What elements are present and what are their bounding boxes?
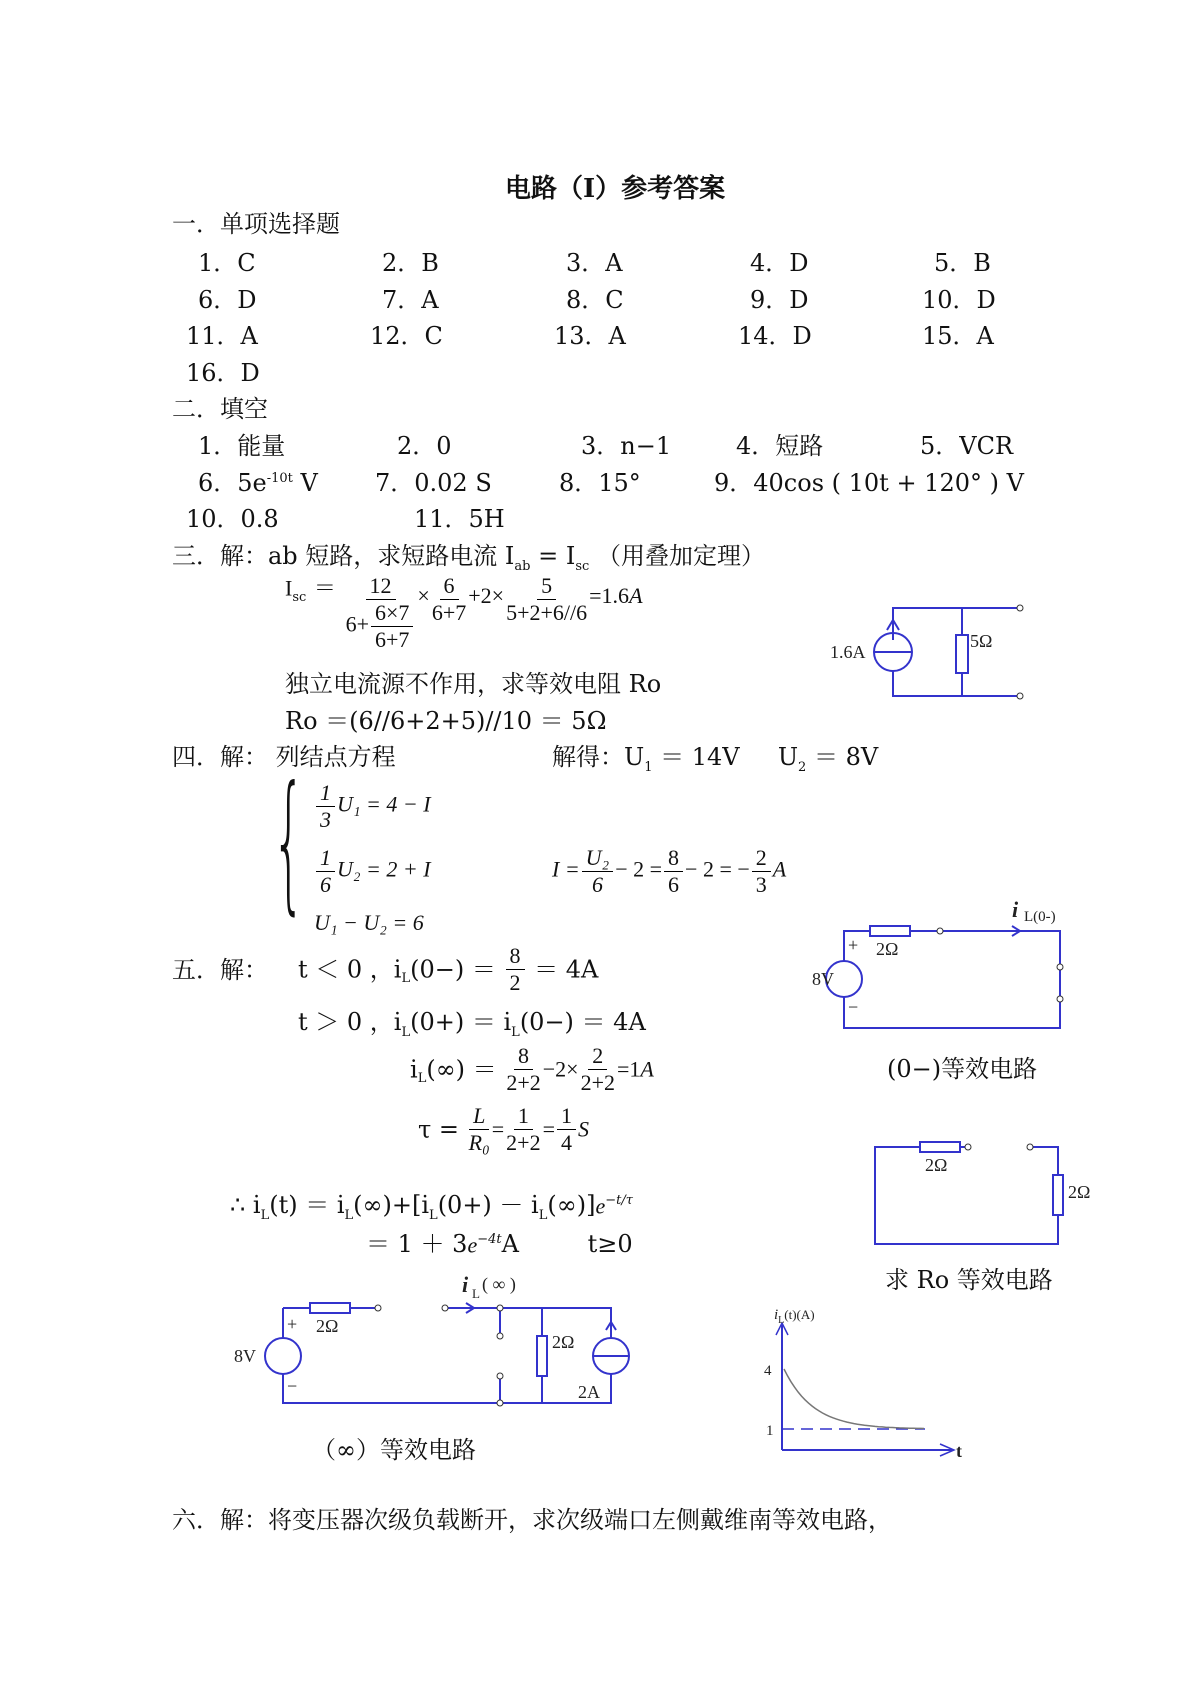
isc-formula: $I_{sc}$ ＝ 12 6+ $\frac{6\times 7}{6+7}$ × $\frac{6}{6+7}$ +2× $\frac{5}{5+2+6//6}$ =1.6A <box>285 573 643 652</box>
svg-text:( ∞ ): ( ∞ ) <box>482 1274 516 1294</box>
choice-answer-2: 2．B <box>382 249 439 277</box>
fill-answer-4: 4．短路 <box>736 432 824 460</box>
svg-text:2Ω: 2Ω <box>876 939 899 959</box>
section-3-heading: 三．解：ab 短路，求短路电流 $I_{ab} = I_{sc}$ （用叠加定理） <box>172 542 765 574</box>
node-eq-2: $\frac{1}{6}$ U₂ = 2 + I <box>314 847 431 896</box>
choice-answer-15: 15．A <box>922 322 994 350</box>
fill-answer-7: 7．0.02 S <box>375 469 492 497</box>
page-title: 电路（Ⅰ）参考答案 <box>505 174 726 204</box>
ro-description: 独立电流源不作用，求等效电阻 Ro <box>285 670 662 698</box>
choice-answer-5: 5．B <box>934 249 991 277</box>
svg-text:i: i <box>1012 897 1019 922</box>
svg-text:8V: 8V <box>234 1346 256 1366</box>
x-axis-label: t <box>956 1441 962 1461</box>
svg-text:2Ω: 2Ω <box>316 1316 339 1336</box>
equation-brace: { <box>272 755 306 929</box>
y-axis-label: $i_L(t)(A)$ <box>774 1307 815 1326</box>
fill-answer-9: 9．40cos ( 10t + 120° ) V <box>714 469 1024 497</box>
fill-answer-11: 11．5H <box>414 505 505 533</box>
choice-answer-9: 9．D <box>750 286 809 314</box>
section-4-heading: 四．解： 列结点方程 <box>172 743 396 771</box>
response-curve <box>784 1369 924 1429</box>
choice-answer-16: 16．D <box>186 359 260 387</box>
resistor-icon <box>956 635 968 673</box>
circuit-0-minus <box>790 895 1080 1040</box>
svg-text:−: − <box>848 997 859 1017</box>
svg-text:2Ω: 2Ω <box>1068 1182 1091 1202</box>
svg-text:i: i <box>462 1272 469 1297</box>
section-6-heading: 六．解：将变压器次级负载断开，求次级端口左侧戴维南等效电路， <box>172 1506 892 1534</box>
fill-answer-3: 3．n−1 <box>581 432 672 460</box>
fill-answer-5: 5．VCR <box>920 432 1014 460</box>
section-2-heading: 二．填空 <box>172 395 268 423</box>
step-t-negative: t ＜ 0 ，$i_L(0-)$ ＝ $\frac{8}{2}$ ＝ 4A <box>298 943 599 995</box>
step-time-constant: τ = $\frac{L}{\text{R₀}}$ = $\frac{1}{2+2}$ = $\frac{1}{4}$ S <box>418 1103 590 1155</box>
choice-answer-13: 13．A <box>554 322 626 350</box>
circuit-0-minus-caption: (0−)等效电路 <box>887 1055 1038 1083</box>
resistor-icon <box>870 926 910 936</box>
choice-answer-4: 4．D <box>750 249 809 277</box>
svg-text:+: + <box>287 1314 298 1334</box>
step-final-value: $i_L(\infty)$ ＝ $\frac{8}{2+2}$ −2× $\frac{2}{2+2}$ =1A <box>410 1043 654 1095</box>
node-eq-3: U₁ − U₂ = 6 <box>314 910 424 935</box>
choice-answer-11: 11．A <box>186 322 258 350</box>
section-1-heading: 一．单项选择题 <box>172 210 340 238</box>
current-eq: I = $\frac{\text{U₂}}{6}$ − 2 = $\frac{8}{6}$ − 2 = − $\frac{2}{3}$ A <box>552 845 787 897</box>
circuit-infinity-caption: （∞）等效电路 <box>312 1436 476 1464</box>
choice-answer-12: 12．C <box>370 322 443 350</box>
node-eq-1: $\frac{1}{3}$ U₁ = 4 − I <box>314 782 431 831</box>
y-tick-1: 1 <box>766 1423 774 1439</box>
node-solution: 解得：$U_1 = 14V$ $U_2 = 8V$ <box>552 743 879 775</box>
svg-text:L: L <box>472 1286 480 1301</box>
fill-answer-2: 2．0 <box>397 432 452 460</box>
choice-answer-6: 6．D <box>198 286 257 314</box>
y-tick-4: 4 <box>764 1363 772 1379</box>
svg-text:8V: 8V <box>812 969 834 989</box>
choice-answer-14: 14．D <box>738 322 812 350</box>
svg-text:2Ω: 2Ω <box>552 1332 575 1352</box>
svg-text:−: − <box>287 1376 298 1396</box>
fill-answer-10: 10．0.8 <box>186 505 279 533</box>
section-5-heading: 五．解： <box>172 956 268 984</box>
circuit-infinity <box>230 1268 650 1413</box>
svg-text:2Ω: 2Ω <box>925 1155 948 1175</box>
step-t-positive: t ＞ 0 ，$i_L(0+) = i_L(0-) = 4A$ <box>298 1008 646 1040</box>
circuit-ro <box>865 1135 1105 1255</box>
step-result: ＝ $1 + 3e^{-4t}A$ t≥0 <box>366 1230 633 1258</box>
svg-text:L(0-): L(0-) <box>1024 909 1056 925</box>
resistor-label: 5Ω <box>970 631 993 651</box>
fill-answer-6: 6．$5e^{-10t}$ V <box>198 469 318 497</box>
source-label: 1.6A <box>830 642 866 662</box>
step-full-response: ∴ $i_L(t) = i_L(\infty)+[i_L(0+) - i_L(\infty)]e^{-t/\tau}$ <box>230 1191 633 1223</box>
choice-answer-10: 10．D <box>922 286 996 314</box>
svg-text:+: + <box>848 935 859 955</box>
circuit-ro-caption: 求 Ro 等效电路 <box>885 1266 1053 1294</box>
response-graph <box>760 1305 980 1465</box>
arrow-icon <box>1005 926 1020 936</box>
choice-answer-1: 1．C <box>198 249 256 277</box>
svg-text:2A: 2A <box>578 1382 600 1402</box>
choice-answer-8: 8．C <box>566 286 624 314</box>
choice-answer-7: 7．A <box>382 286 439 314</box>
fill-answer-1: 1．能量 <box>198 432 286 460</box>
choice-answer-3: 3．A <box>566 249 623 277</box>
fill-answer-8: 8．15° <box>559 469 641 497</box>
norton-equivalent-circuit <box>820 600 1030 715</box>
ro-formula: Ro ＝(6//6+2+5)//10 ＝ 5Ω <box>285 707 607 735</box>
